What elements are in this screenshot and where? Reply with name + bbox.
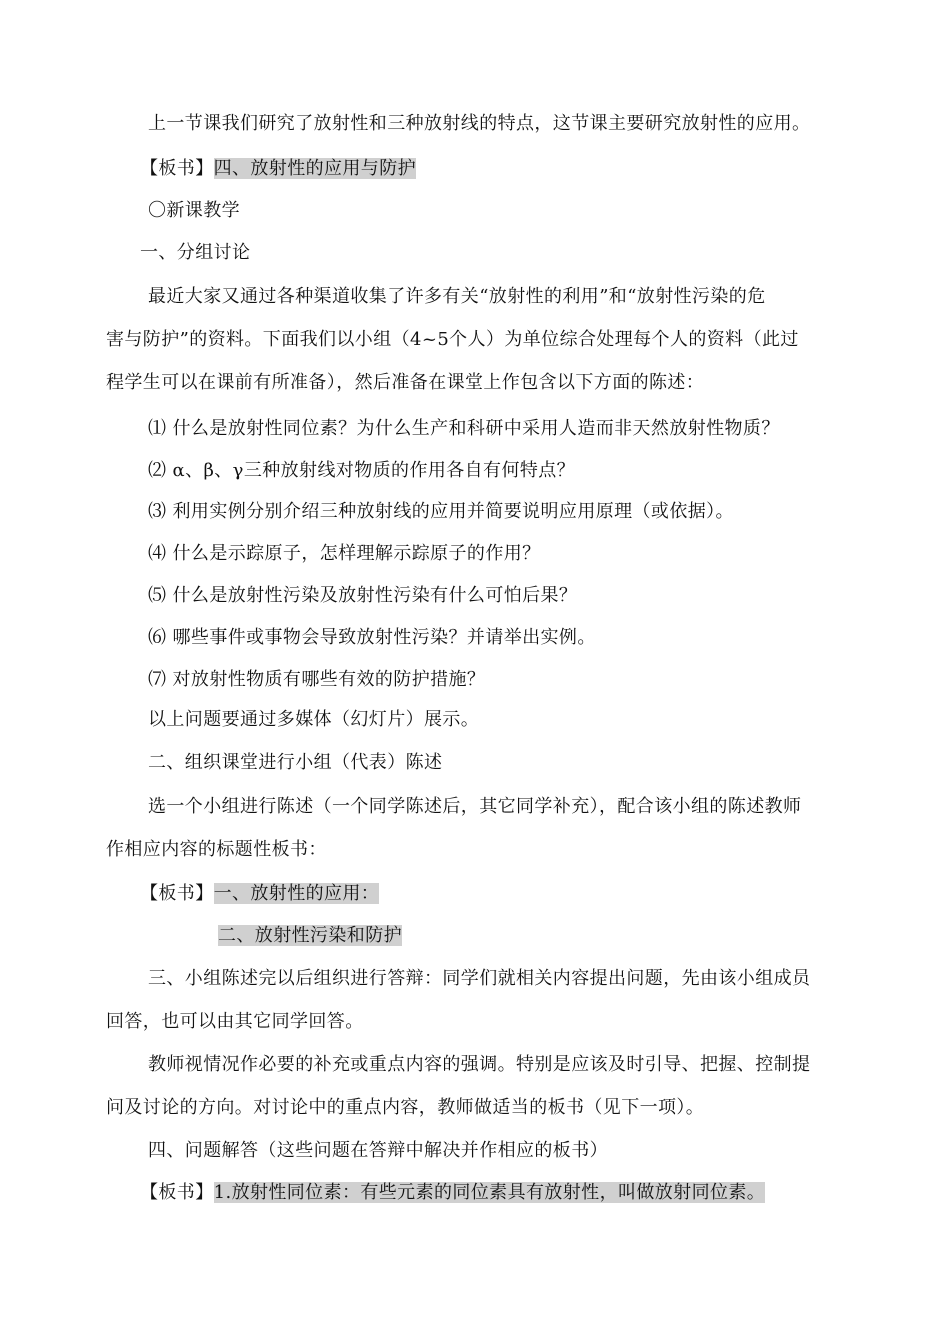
board-label: 【板书】 bbox=[140, 1182, 214, 1203]
paragraph-statement-line1: 选一个小组进行陈述（一个同学陈述后，其它同学补充），配合该小组的陈述教师 bbox=[148, 796, 802, 817]
section-new-lesson: 〇新课教学 bbox=[148, 200, 240, 221]
board-note-2-line2 bbox=[218, 924, 402, 948]
question-5: ⑸ 什么是放射性污染及放射性污染有什么可怕后果？ bbox=[148, 585, 578, 606]
heading-problem-answers: 四、问题解答（这些问题在答辩中解决并作相应的板书） bbox=[148, 1140, 608, 1161]
board-heading-4: 四、放射性的应用与防护 bbox=[213, 158, 417, 179]
board-heading-2: 二、放射性污染和防护 bbox=[218, 925, 402, 946]
question-7: ⑺ 对放射性物质有哪些有效的防护措施？ bbox=[148, 669, 486, 690]
question-6: ⑹ 哪些事件或事物会导致放射性污染？并请举出实例。 bbox=[148, 627, 596, 648]
board-label: 【板书】 bbox=[140, 883, 214, 904]
heading-group-discussion: 一、分组讨论 bbox=[140, 242, 251, 263]
paragraph-teacher-line1: 教师视情况作必要的补充或重点内容的强调。特别是应该及时引导、把握、控制提 bbox=[148, 1054, 811, 1075]
paragraph-intro: 上一节课我们研究了放射性和三种放射线的特点，这节课主要研究放射性的应用。 bbox=[148, 113, 811, 134]
board-label: 【板书】 bbox=[140, 158, 214, 179]
paragraph-discussion-line1: 最近大家又通过各种渠道收集了许多有关“放射性的利用”和“放射性污染的危 bbox=[148, 286, 766, 307]
board-definition-isotope: 1.放射性同位素：有些元素的同位素具有放射性，叫做放射同位素。 bbox=[213, 1182, 766, 1203]
paragraph-debate-line1: 三、小组陈述完以后组织进行答辩：同学们就相关内容提出问题，先由该小组成员 bbox=[148, 968, 811, 989]
paragraph-statement-line2: 作相应内容的标题性板书： bbox=[106, 839, 327, 860]
paragraph-discussion-line2: 害与防护”的资料。下面我们以小组（4~5个人）为单位综合处理每个人的资料（此过 bbox=[106, 329, 799, 350]
heading-group-statement: 二、组织课堂进行小组（代表）陈述 bbox=[148, 752, 443, 773]
paragraph-teacher-line2: 问及讨论的方向。对讨论中的重点内容，教师做适当的板书（见下一项）。 bbox=[106, 1097, 705, 1118]
board-note-3 bbox=[140, 1181, 765, 1205]
question-1: ⑴ 什么是放射性同位素？为什么生产和科研中采用人造而非天然放射性物质？ bbox=[148, 418, 780, 439]
paragraph-debate-line2: 回答，也可以由其它同学回答。 bbox=[106, 1011, 364, 1032]
question-3: ⑶ 利用实例分别介绍三种放射线的应用并简要说明应用原理（或依据）。 bbox=[148, 501, 734, 522]
question-4: ⑷ 什么是示踪原子，怎样理解示踪原子的作用？ bbox=[148, 543, 541, 564]
board-heading-1: 一、放射性的应用： bbox=[213, 883, 380, 904]
question-2: ⑵ α、β、γ三种放射线对物质的作用各自有何特点？ bbox=[148, 460, 576, 481]
board-note-1 bbox=[140, 157, 416, 181]
paragraph-multimedia: 以上问题要通过多媒体（幻灯片）展示。 bbox=[148, 709, 480, 730]
board-note-2 bbox=[140, 882, 379, 906]
paragraph-discussion-line3: 程学生可以在课前有所准备），然后准备在课堂上作包含以下方面的陈述： bbox=[106, 372, 705, 393]
